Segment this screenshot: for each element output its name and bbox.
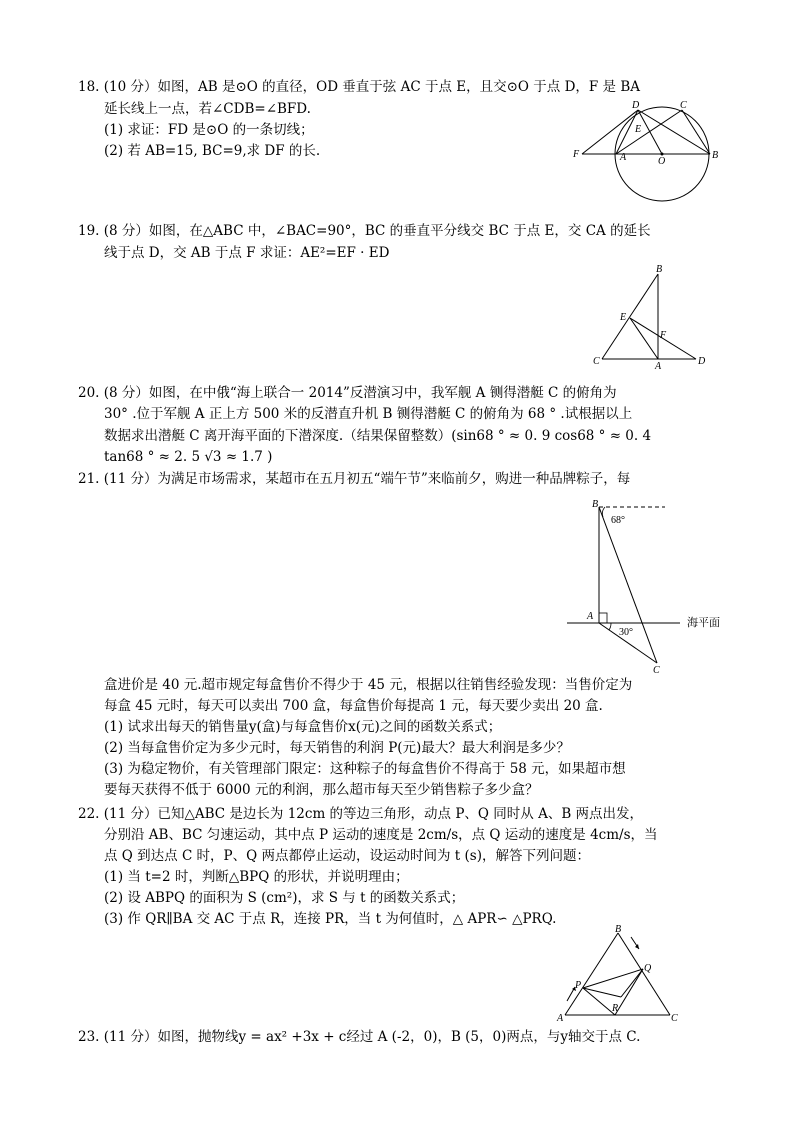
q18-line-2: 延长线上一点，若∠CDB=∠BFD. bbox=[104, 101, 311, 117]
label-c: C bbox=[680, 100, 687, 111]
label-q: Q bbox=[644, 963, 652, 974]
label-c: C bbox=[653, 665, 660, 676]
label-c: C bbox=[671, 1013, 678, 1024]
q20-line-3: 数据求出潜艇 C 离开海平面的下潜深度.（结果保留整数）(sin68 ° ≈ 0. 9 cos68 ° ≈ 0. 4 bbox=[104, 428, 652, 444]
q21-line-4: (1) 试求出每天的销售量y(盒)与每盒售价x(元)之间的函数关系式； bbox=[104, 719, 502, 735]
q21-line-5: (2) 当每盒售价定为多少元时，每天销售的利润 P(元)最大？最大利润是多少？ bbox=[104, 740, 570, 756]
label-d: D bbox=[632, 100, 640, 111]
q21-line-2: 盒进价是 40 元.超市规定每盒售价不得少于 45 元，根据以往销售经验发现：当售价定为 bbox=[104, 677, 633, 693]
label-a: A bbox=[655, 361, 662, 372]
label-b: B bbox=[592, 499, 599, 510]
q20-line-1: 20. (8 分）如图，在中俄“海上联合一 2014”反潜演习中，我军舰 A 铡得潜艇 C 的俯角为 bbox=[78, 385, 617, 401]
q21-line-7: 要每天获得不低于 6000 元的利润，那么超市每天至少销售粽子多少盒？ bbox=[104, 782, 539, 798]
label-f: F bbox=[660, 330, 667, 341]
q22-figure bbox=[555, 925, 685, 1025]
q20-line-2: 30° .位于军舰 A 正上方 500 米的反潜直升机 B 铡得潜艇 C 的俯角为 68 ° .试根据以上 bbox=[104, 406, 633, 422]
q21-line-6: (3) 为稳定物价，有关管理部门限定：这种粽子的每盒售价不得高于 58 元，如果超市想 bbox=[104, 761, 626, 777]
label-e: E bbox=[620, 312, 627, 323]
label-d: D bbox=[698, 356, 706, 367]
q22-line-4: (1) 当 t=2 时，判断△BPQ 的形状，并说明理由； bbox=[104, 869, 409, 885]
label-e: E bbox=[635, 124, 642, 135]
q20-line-4: tan68 ° ≈ 2. 5 √3 ≈ 1.7 ) bbox=[104, 449, 273, 465]
q19-figure bbox=[590, 266, 715, 371]
label-f: F bbox=[573, 149, 580, 160]
q21-line-1: 21. (11 分）为满足市场需求，某超市在五月初五“端午节”来临前夕，购进一种品牌粽子，每 bbox=[78, 471, 631, 487]
angle-30: 30° bbox=[619, 627, 633, 638]
q23-line-1: 23. (11 分）如图，抛物线y = ax² +3x + c经过 A (-2，0)，B (5，0)两点，与y轴交于点 C. bbox=[78, 1029, 641, 1045]
q20-figure bbox=[565, 495, 740, 675]
q18-line-3: (1) 求证：FD 是⊙O 的一条切线； bbox=[104, 122, 314, 138]
label-r: R bbox=[612, 1003, 619, 1014]
q18-figure bbox=[570, 98, 730, 198]
label-a: A bbox=[587, 611, 594, 622]
sea-level-label: 海平面 bbox=[687, 617, 720, 629]
q22-line-6: (3) 作 QR∥BA 交 AC 于点 R，连接 PR，当 t 为何值时，△ APR∽ △PRQ. bbox=[104, 911, 557, 927]
q22-line-5: (2) 设 ABPQ 的面积为 S (cm²)，求 S 与 t 的函数关系式； bbox=[104, 890, 465, 906]
q22-line-1: 22. (11 分）已知△ABC 是边长为 12cm 的等边三角形，动点 P、Q 同时从 A、B 两点出发， bbox=[78, 806, 644, 822]
q19-line-1: 19. (8 分）如图，在△ABC 中，∠BAC=90°，BC 的垂直平分线交 BC 于点 E，交 CA 的延长 bbox=[78, 223, 651, 239]
q22-line-3: 点 Q 到达点 C 时，P、Q 两点都停止运动，设运动时间为 t (s)，解答下列问题： bbox=[104, 848, 590, 864]
label-o: O bbox=[658, 156, 666, 167]
label-c: C bbox=[593, 356, 600, 367]
label-a: A bbox=[620, 152, 627, 163]
q18-line-4: (2) 若 AB=15, BC=9,求 DF 的长. bbox=[104, 143, 321, 159]
q18-line-1: 18. (10 分）如图，AB 是⊙O 的直径，OD 垂直于弦 AC 于点 E，且交⊙O 于点 D，F 是 BA bbox=[78, 79, 641, 95]
label-a: A bbox=[557, 1013, 564, 1024]
q19-line-2: 线于点 D，交 AB 于点 F 求证：AE²=EF · ED bbox=[104, 245, 390, 261]
q22-line-2: 分别沿 AB、BC 匀速运动，其中点 P 运动的速度是 2cm/s，点 Q 运动的速度是 4cm/s，当 bbox=[104, 827, 658, 843]
angle-68: 68° bbox=[611, 515, 625, 526]
label-b: B bbox=[712, 150, 719, 161]
label-p: P bbox=[575, 980, 582, 991]
label-b: B bbox=[615, 924, 622, 935]
label-b: B bbox=[656, 264, 663, 275]
q21-line-3: 每盒 45 元时，每天可以卖出 700 盒，每盒售价每提高 1 元，每天要少卖出 20 盒. bbox=[104, 698, 603, 714]
